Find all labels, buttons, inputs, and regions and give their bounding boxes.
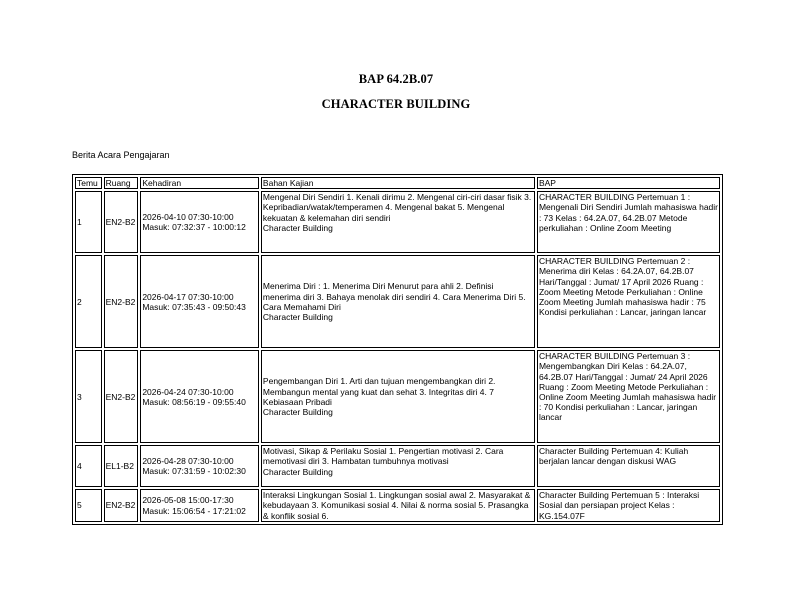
table-row xyxy=(75,255,720,348)
cell-temu: 4 xyxy=(75,445,102,487)
cell-bahan-kajian xyxy=(261,445,535,487)
table-header-row xyxy=(75,177,720,189)
cell-ruang: EN2-B2 xyxy=(104,489,139,522)
bahan-text: Motivasi, Sikap & Perilaku Sosial 1. Pengertian motivasi 2. Cara memotivasi diri 3. Hambatan tumbuhnya motivasi xyxy=(262,446,504,467)
section-label: Berita Acara Pengajaran xyxy=(72,150,170,160)
document-title: BAP 64.2B.07 xyxy=(358,72,434,86)
header-kehadiran: Kehadiran xyxy=(140,177,259,189)
cell-bap: Character Building Pertemuan 4: Kuliah berjalan lancar dengan diskusi WAG xyxy=(537,445,720,487)
course-name: Character Building xyxy=(262,222,333,233)
table-row xyxy=(75,489,720,522)
cell-bap: CHARACTER BUILDING Pertemuan 3 : Mengembangkan Diri Kelas : 64.2A.07, 64.2B.07 Hari/Tanggal : Jumat/ 24 April 2026 Ruang : Zoom Meeting Metode Perkuliahan : Online Zoom Meeting Jumlah mahasiswa hadir : 70 Kondisi perkuliahan : Lancar, jaringan lancar xyxy=(537,350,720,443)
document-subtitle: CHARACTER BUILDING xyxy=(321,97,471,111)
bahan-text: Interaksi Lingkungan Sosial 1. Lingkungan sosial awal 2. Masyarakat & kebudayaan 3. Komunikasi sosial 4. Nilai & norma sosial 5. Prasangka & konflik sosial 6. xyxy=(262,490,531,521)
bahan-text: Mengenal Diri Sendiri 1. Kenali dirimu 2. Mengenal ciri-ciri dasar fisik 3. Kepribadian/watak/temperamen 4. Mengenal bakat 5. Mengenal kekuatan & kelemahan diri sendiri xyxy=(262,192,532,223)
header-temu: Temu xyxy=(75,177,102,189)
cell-bahan-kajian xyxy=(261,489,535,522)
bap-table xyxy=(72,174,723,525)
course-name: Character Building xyxy=(262,406,333,417)
cell-temu: 5 xyxy=(75,489,102,522)
cell-ruang: EN2-B2 xyxy=(104,255,139,348)
course-name: Character Building xyxy=(262,466,333,477)
table-row xyxy=(75,191,720,253)
cell-kehadiran: 2026-04-24 07:30-10:00 Masuk: 08:56:19 - 09:55:40 xyxy=(140,350,259,443)
table-row xyxy=(75,445,720,487)
cell-kehadiran: 2026-04-10 07:30-10:00 Masuk: 07:32:37 - 10:00:12 xyxy=(140,191,259,253)
cell-kehadiran: 2026-05-08 15:00-17:30 Masuk: 15:06:54 - 17:21:02 xyxy=(140,489,259,522)
cell-temu: 2 xyxy=(75,255,102,348)
header-bahan-kajian: Bahan Kajian xyxy=(261,177,535,189)
cell-ruang: EN2-B2 xyxy=(104,350,139,443)
cell-bap: CHARACTER BUILDING Pertemuan 1 : Mengenali Diri Sendiri Jumlah mahasiswa hadir : 73 Kelas : 64.2A.07, 64.2B.07 Metode perkuliahan : Online Zoom Meeting xyxy=(537,191,720,253)
cell-temu: 3 xyxy=(75,350,102,443)
cell-bap: Character Building Pertemuan 5 : Interaksi Sosial dan persiapan project Kelas : KG.154.07F xyxy=(537,489,720,522)
header-ruang: Ruang xyxy=(104,177,139,189)
cell-kehadiran: 2026-04-28 07:30-10:00 Masuk: 07:31:59 - 10:02:30 xyxy=(140,445,259,487)
cell-kehadiran: 2026-04-17 07:30-10:00 Masuk: 07:35:43 - 09:50:43 xyxy=(140,255,259,348)
cell-bahan-kajian xyxy=(261,350,535,443)
bahan-text: Pengembangan Diri 1. Arti dan tujuan mengembangkan diri 2. Membangun mental yang kuat dan sehat 3. Integritas diri 4. 7 Kebiasaan Pribadi xyxy=(262,376,496,407)
bahan-text: Menerima Diri : 1. Menerima Diri Menurut para ahli 2. Definisi menerima diri 3. Bahaya menolak diri sendiri 4. Cara Menerima Diri 5. Cara Memahami Diri xyxy=(262,281,526,312)
cell-bap: CHARACTER BUILDING Pertemuan 2 : Menerima diri Kelas : 64.2A.07, 64.2B.07 Hari/Tanggal : Jumat/ 17 April 2026 Ruang : Zoom Meeting Metode Perkuliahan : Online Zoom Meeting Jumlah mahasiswa hadir : 75 Kondisi perkuliahan : Lancar, jaringan lancar xyxy=(537,255,720,348)
cell-bahan-kajian xyxy=(261,191,535,253)
cell-ruang: EL1-B2 xyxy=(104,445,139,487)
cell-bahan-kajian xyxy=(261,255,535,348)
table-row xyxy=(75,350,720,443)
cell-temu: 1 xyxy=(75,191,102,253)
cell-ruang: EN2-B2 xyxy=(104,191,139,253)
course-name: Character Building xyxy=(262,311,333,322)
header-bap: BAP xyxy=(537,177,720,189)
